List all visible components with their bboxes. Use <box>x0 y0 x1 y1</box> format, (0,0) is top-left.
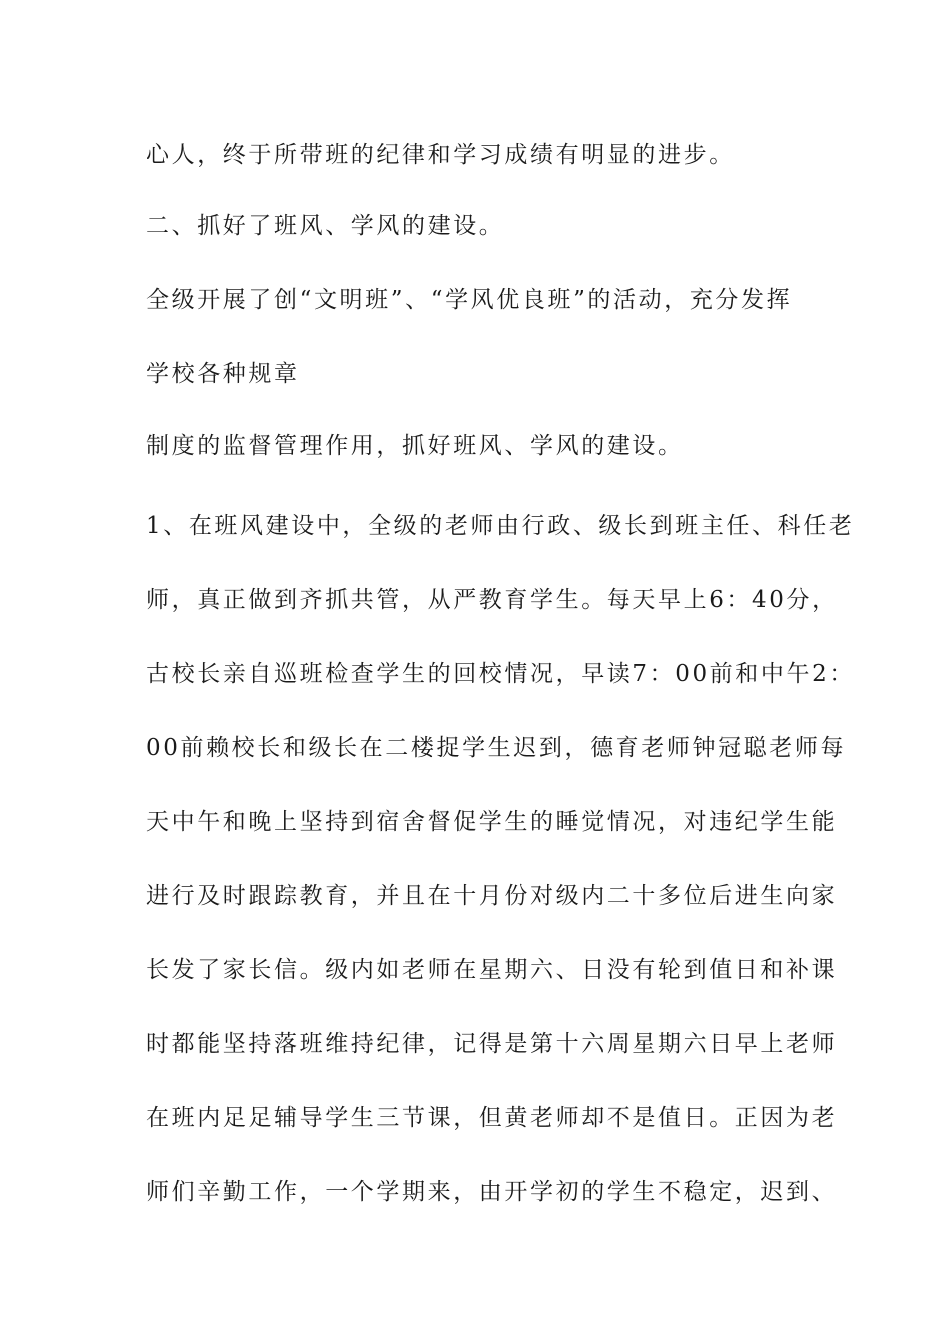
text-line: 在班内足足辅导学生三节课，但黄老师却不是值日。正因为老 <box>146 1105 838 1131</box>
text-line: 学校各种规章 <box>146 361 300 387</box>
section-heading: 二、抓好了班风、学风的建设。 <box>146 213 505 239</box>
text-line: 心人，终于所带班的纪律和学习成绩有明显的进步。 <box>146 142 735 168</box>
text-line: 00前赖校长和级长在二楼捉学生迟到，德育老师钟冠聪老师每 <box>146 735 847 761</box>
text-line: 天中午和晚上坚持到宿舍督促学生的睡觉情况，对违纪学生能 <box>146 809 838 835</box>
text-line: 师，真正做到齐抓共管，从严教育学生。每天早上6：40分， <box>146 587 838 613</box>
text-line: 时都能坚持落班维持纪律，记得是第十六周星期六日早上老师 <box>146 1031 838 1057</box>
text-line: 师们辛勤工作，一个学期来，由开学初的学生不稳定，迟到、 <box>146 1179 838 1205</box>
text-line: 进行及时跟踪教育，并且在十月份对级内二十多位后进生向家 <box>146 883 838 909</box>
text-line: 1、在班风建设中，全级的老师由行政、级长到班主任、科任老 <box>146 513 855 539</box>
text-line: 全级开展了创“文明班”、“学风优良班”的活动，充分发挥 <box>146 287 793 313</box>
text-line: 古校长亲自巡班检查学生的回校情况，早读7：00前和中午2： <box>146 661 855 687</box>
text-line: 制度的监督管理作用，抓好班风、学风的建设。 <box>146 433 684 459</box>
text-line: 长发了家长信。级内如老师在星期六、日没有轮到值日和补课 <box>146 957 838 983</box>
